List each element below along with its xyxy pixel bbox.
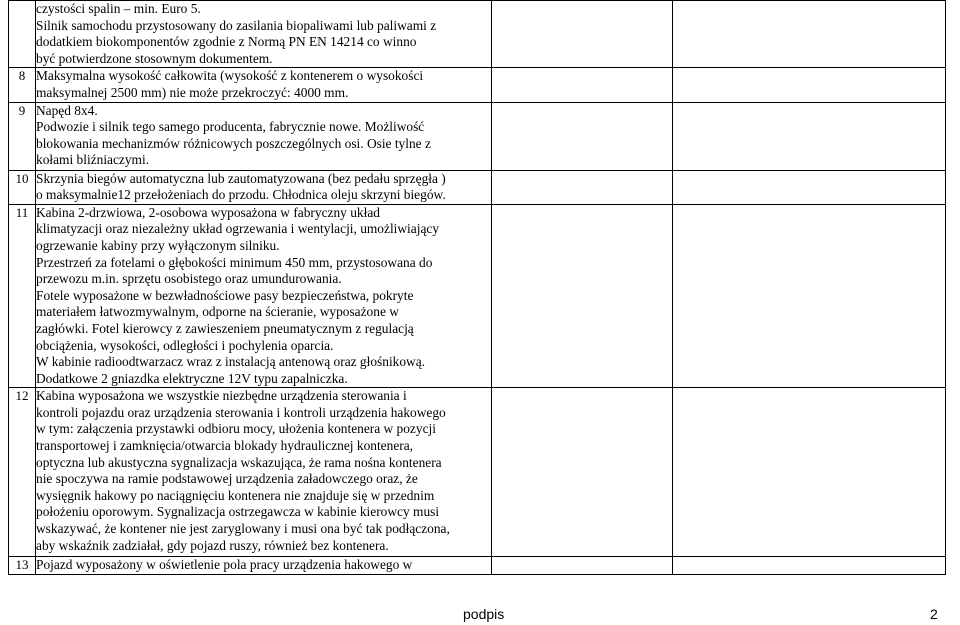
text-line: blokowania mechanizmów różnicowych poszczególnych osi. Osie tylne z xyxy=(36,135,431,151)
table-row xyxy=(9,388,946,557)
text-line: transportowej i zamknięcia/otwarcia blokady hydraulicznej kontenera, xyxy=(36,438,414,454)
table-row xyxy=(9,204,946,388)
table-row xyxy=(9,102,946,170)
text-line: Pojazd wyposażony w oświetlenie pola pracy urządzenia hakowego w xyxy=(36,557,413,573)
text-line: klimatyzacji oraz niezależny układ ogrzewania i wentylacji, umożliwiający xyxy=(36,221,440,237)
text-line: kontroli pojazdu oraz urządzenia sterowania i kontroli urządzenia hakowego xyxy=(36,404,446,420)
text-line: nie spoczywa na ramie podstawowej urządzenia załadowczego oraz, że xyxy=(36,471,418,487)
text-line: Fotele wyposażone w bezwładnościowe pasy bezpieczeństwa, pokryte xyxy=(36,287,414,303)
offer-cell[interactable] xyxy=(492,557,673,575)
text-line: Przestrzeń za fotelami o głębokości minimum 450 mm, przystosowana do xyxy=(36,254,433,270)
text-line: ogrzewanie kabiny przy wyłączonym silniku. xyxy=(36,237,280,253)
text-line: Maksymalna wysokość całkowita (wysokość z kontenerem o wysokości xyxy=(36,68,424,84)
text-line: dodatkiem biokomponentów zgodnie z Normą PN EN 14214 co winno xyxy=(36,34,417,50)
text-line: wysięgnik hakowy po naciągnięciu kontenera nie znajduje się w przednim xyxy=(36,487,435,503)
requirement-text xyxy=(36,102,492,170)
table-row xyxy=(9,68,946,102)
remarks-cell[interactable] xyxy=(673,204,946,388)
page-number: 2 xyxy=(930,606,938,622)
offer-cell[interactable] xyxy=(492,170,673,204)
text-line: optyczna lub akustyczna sygnalizacja wskazująca, że rama nośna kontenera xyxy=(36,454,442,470)
offer-cell[interactable] xyxy=(492,388,673,557)
text-line: wskazywać, że kontener nie jest zaryglowany i musi ona być tak podłączona, xyxy=(36,521,450,537)
row-number: 10 xyxy=(9,170,36,204)
requirement-text xyxy=(36,388,492,557)
remarks-cell[interactable] xyxy=(673,1,946,68)
offer-cell[interactable] xyxy=(492,204,673,388)
offer-cell[interactable] xyxy=(492,68,673,102)
text-line: Kabina 2-drzwiowa, 2-osobowa wyposażona w fabryczny układ xyxy=(36,204,380,220)
text-line: obciążenia, wysokości, odległości i pochylenia oparcia. xyxy=(36,337,334,353)
text-line: Napęd 8x4. xyxy=(36,102,98,118)
text-line: maksymalnej 2500 mm) nie może przekroczyć: 4000 mm. xyxy=(36,84,349,100)
text-line: W kabinie radioodtwarzacz wraz z instalacją antenową oraz głośnikową. xyxy=(36,354,426,370)
table-row xyxy=(9,557,946,575)
requirement-text xyxy=(36,68,492,102)
text-line: Kabina wyposażona we wszystkie niezbędne urządzenia sterowania i xyxy=(36,388,407,404)
row-number: 13 xyxy=(9,557,36,575)
requirement-text xyxy=(36,170,492,204)
text-line: w tym: załączenia przystawki odbioru mocy, ułożenia kontenera w pozycji xyxy=(36,421,436,437)
requirement-text xyxy=(36,204,492,388)
text-line: być potwierdzone stosownym dokumentem. xyxy=(36,50,273,66)
requirement-text xyxy=(36,1,492,68)
specification-table xyxy=(8,0,946,575)
signature-label: podpis xyxy=(463,606,505,622)
text-line: zagłówki. Fotel kierowcy z zawieszeniem pneumatycznym z regulacją xyxy=(36,320,414,336)
text-line: Skrzynia biegów automatyczna lub zautomatyzowana (bez pedału sprzęgła ) xyxy=(36,170,446,186)
offer-cell[interactable] xyxy=(492,1,673,68)
remarks-cell[interactable] xyxy=(673,102,946,170)
row-number: 12 xyxy=(9,388,36,557)
text-line: materiałem łatwozmywalnym, odporne na ścieranie, wyposażone w xyxy=(36,304,399,320)
text-line: aby wskaźnik zadziałał, gdy pojazd ruszy, również bez kontenera. xyxy=(36,537,389,553)
row-number: 11 xyxy=(9,204,36,388)
remarks-cell[interactable] xyxy=(673,68,946,102)
remarks-cell[interactable] xyxy=(673,557,946,575)
text-line: o maksymalnie12 przełożeniach do przodu. Chłodnica oleju skrzyni biegów. xyxy=(36,187,446,203)
text-line: Dodatkowe 2 gniazdka elektryczne 12V typu zapalniczka. xyxy=(36,370,348,386)
remarks-cell[interactable] xyxy=(673,388,946,557)
text-line: przewozu m.in. sprzętu osobistego oraz umundurowania. xyxy=(36,271,342,287)
remarks-cell[interactable] xyxy=(673,170,946,204)
row-number: 9 xyxy=(9,102,36,170)
row-number xyxy=(9,1,36,68)
row-number: 8 xyxy=(9,68,36,102)
requirement-text xyxy=(36,557,492,575)
text-line: położeniu oporowym. Sygnalizacja ostrzegawcza w kabinie kierowcy musi xyxy=(36,504,440,520)
text-line: Silnik samochodu przystosowany do zasilania biopaliwami lub paliwami z xyxy=(36,17,437,33)
table-row xyxy=(9,170,946,204)
text-line: czystości spalin – min. Euro 5. xyxy=(36,1,201,16)
text-line: Podwozie i silnik tego samego producenta, fabrycznie nowe. Możliwość xyxy=(36,119,425,135)
offer-cell[interactable] xyxy=(492,102,673,170)
table-row xyxy=(9,1,946,68)
text-line: kołami bliźniaczymi. xyxy=(36,152,150,168)
